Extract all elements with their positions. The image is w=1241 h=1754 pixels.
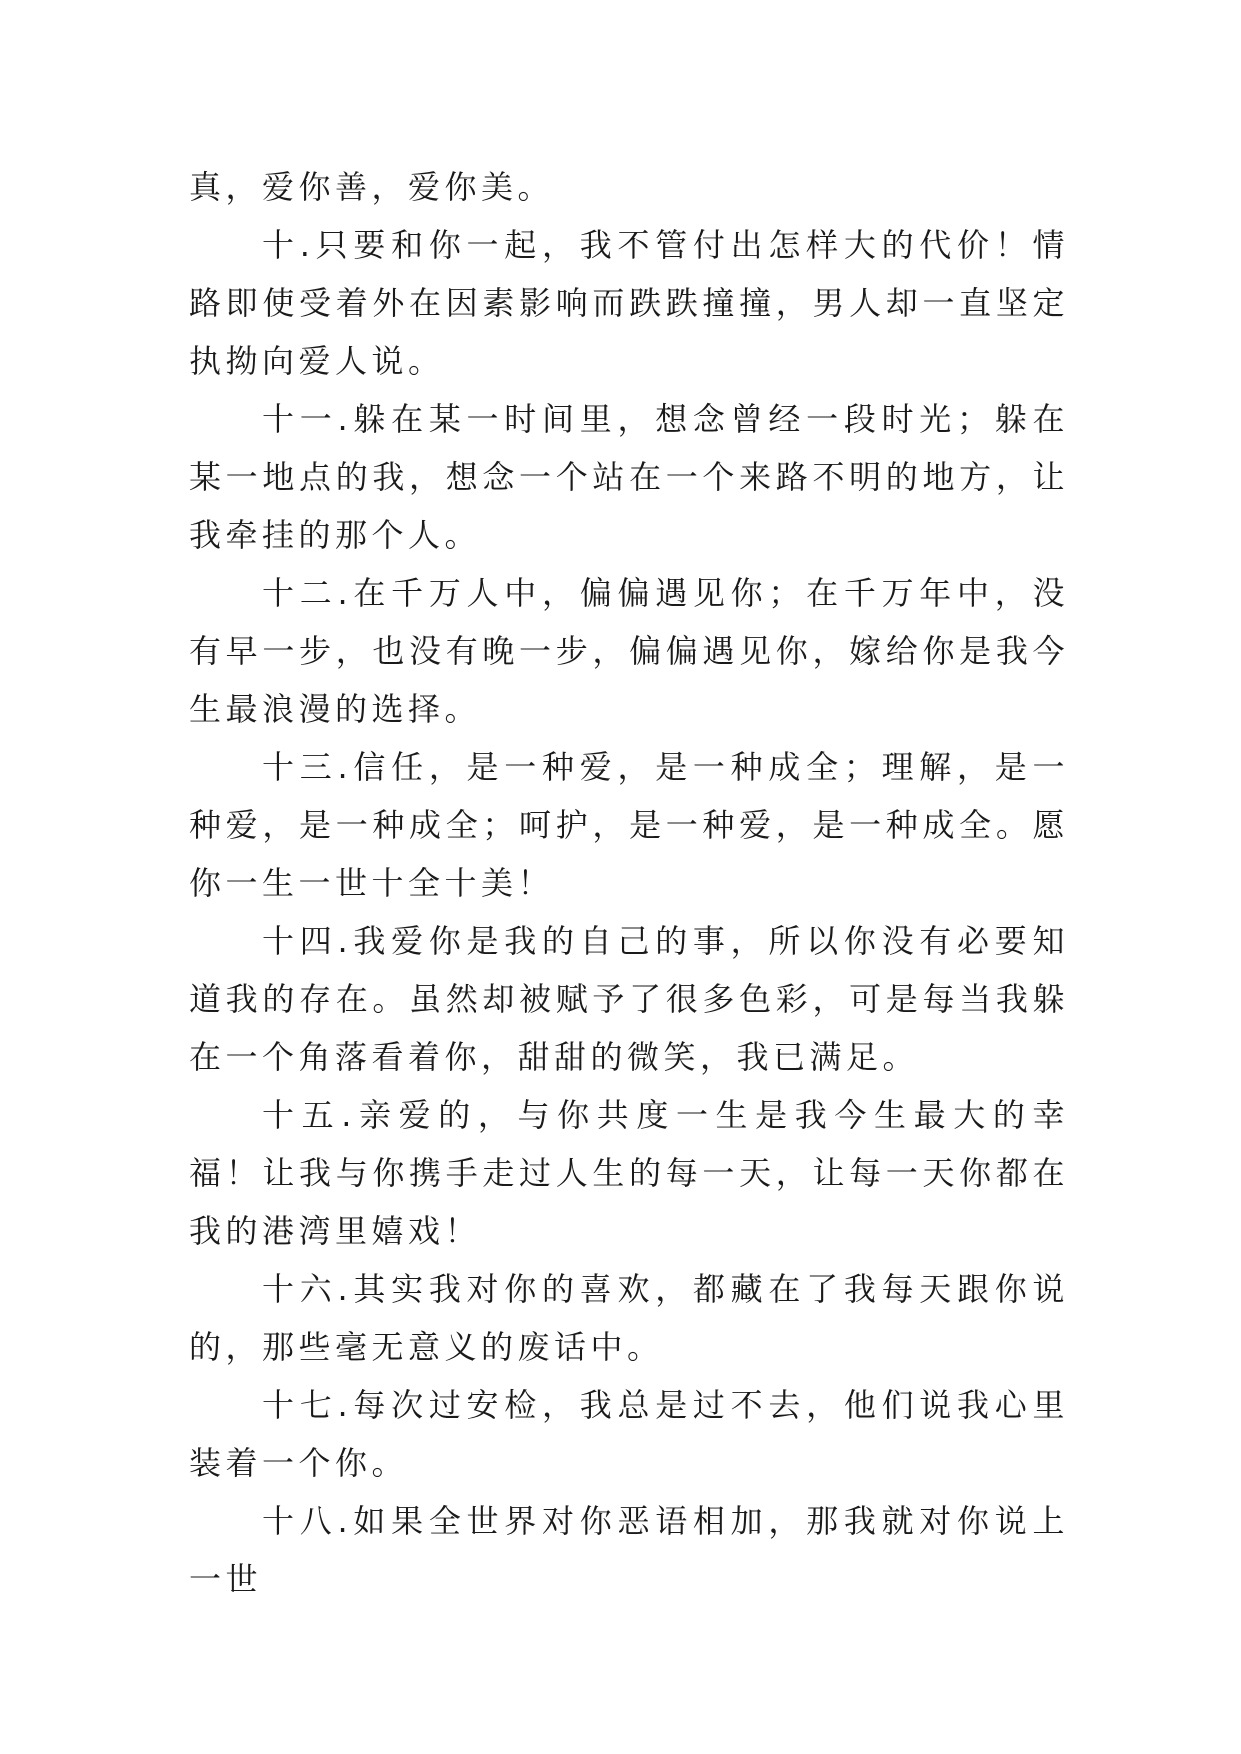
paragraph-item-18: 十八.如果全世界对你恶语相加，那我就对你说上一世 bbox=[189, 1502, 1069, 1598]
paragraph-continuation: 真，爱你善，爱你美。 bbox=[189, 168, 555, 206]
paragraph-item-16: 十六.其实我对你的喜欢，都藏在了我每天跟你说的，那些毫无意义的废话中。 bbox=[189, 1270, 1069, 1366]
paragraph-item-12: 十二.在千万人中，偏偏遇见你；在千万年中，没有早一步，也没有晚一步，偏偏遇见你，嫁给你是我今生最浪漫的选择。 bbox=[189, 574, 1069, 728]
paragraph-item-10: 十.只要和你一起，我不管付出怎样大的代价！情路即使受着外在因素影响而跌跌撞撞，男人却一直坚定执拗向爱人说。 bbox=[189, 226, 1069, 380]
paragraph-item-17: 十七.每次过安检，我总是过不去，他们说我心里装着一个你。 bbox=[189, 1386, 1069, 1482]
document-page bbox=[189, 158, 1069, 1608]
paragraph-item-11: 十一.躲在某一时间里，想念曾经一段时光；躲在某一地点的我，想念一个站在一个来路不明的地方，让我牵挂的那个人。 bbox=[189, 400, 1069, 554]
paragraph-item-13: 十三.信任，是一种爱，是一种成全；理解，是一种爱，是一种成全；呵护，是一种爱，是一种成全。愿你一生一世十全十美！ bbox=[189, 748, 1069, 902]
paragraph-item-15: 十五.亲爱的，与你共度一生是我今生最大的幸福！让我与你携手走过人生的每一天，让每一天你都在我的港湾里嬉戏！ bbox=[189, 1096, 1069, 1250]
paragraph-item-14: 十四.我爱你是我的自己的事，所以你没有必要知道我的存在。虽然却被赋予了很多色彩，可是每当我躲在一个角落看着你，甜甜的微笑，我已满足。 bbox=[189, 922, 1069, 1076]
